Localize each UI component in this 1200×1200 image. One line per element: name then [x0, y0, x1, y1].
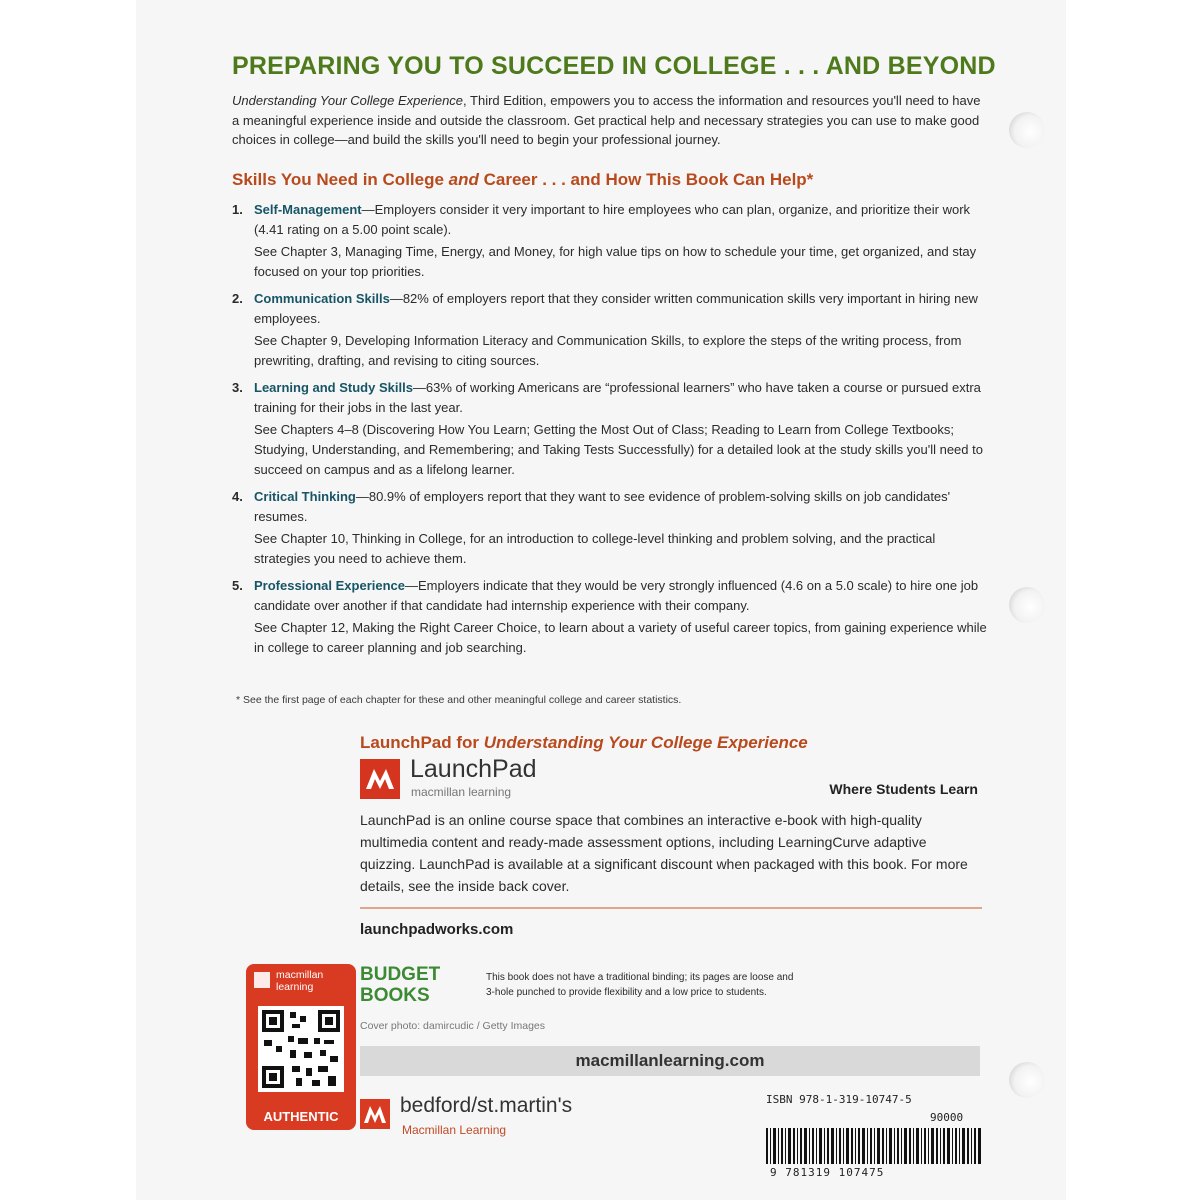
launchpad-title [360, 733, 982, 753]
price-code: 90000 [930, 1111, 964, 1124]
launchpad-logo-sub: macmillan learning [411, 785, 512, 799]
skill-number: 5. [232, 577, 243, 593]
skills-heading-part1: Skills You Need in College [232, 169, 449, 189]
skills-heading [232, 170, 992, 190]
launchpad-title-book: Understanding Your College Experience [483, 733, 808, 752]
publisher-sub: Macmillan Learning [402, 1123, 507, 1137]
skill-text: —63% of working Americans are “professional learners” who have taken a course or pursued extra training for their jobs in the last year. [254, 379, 981, 415]
punch-hole [1009, 1062, 1045, 1098]
skill-chapter-ref: See Chapter 9, Developing Information Literacy and Communication Skills, to explore the steps of the writing process, from prewriting, drafting, and revising to citing sources. [254, 332, 962, 368]
skill-term: Communication Skills [254, 290, 390, 306]
publisher-name: bedford/st.martin's [400, 1094, 573, 1117]
binding-note-line2: 3-hole punched to provide flexibility and a low price to students. [486, 987, 767, 998]
punch-hole [1009, 112, 1045, 148]
launchpad-section [360, 733, 982, 938]
skill-item [232, 378, 992, 480]
qr-code-icon [258, 1006, 344, 1092]
skill-number: 3. [232, 379, 243, 395]
skill-term: Self-Management [254, 201, 362, 217]
divider [360, 907, 982, 909]
skill-term: Critical Thinking [254, 488, 356, 504]
budget-books-logo [360, 964, 472, 1008]
skill-chapter-ref: See Chapter 12, Making the Right Career Choice, to learn about a variety of useful career topics, from gaining experience while in college to career planning and job searching. [254, 619, 987, 655]
headline: PREPARING YOU TO SUCCEED IN COLLEGE . . . AND BEYOND [232, 52, 996, 80]
skill-chapter-ref: See Chapters 4–8 (Discovering How You Learn; Getting the Most Out of Class; Reading to Learn from College Textbooks; Studying, Understanding, and Remembering; and Taking Tests Successfully) for a detailed look at the study skills you'll need to succeed on campus and as a lifelong learner. [254, 421, 983, 477]
skills-heading-emph: and [448, 169, 479, 189]
launchpad-logo-name: LaunchPad [410, 755, 537, 783]
cover-photo-credit: Cover photo: damircudic / Getty Images [360, 1020, 545, 1032]
macmillan-m-icon [360, 759, 400, 799]
skill-number: 4. [232, 488, 243, 504]
authentic-brand-line2: learning [276, 981, 314, 993]
site-url: macmillanlearning.com [575, 1051, 765, 1070]
skills-heading-part2: Career . . . and How This Book Can Help* [478, 169, 814, 189]
skill-item [232, 487, 992, 569]
isbn: ISBN 978-1-319-10747-5 [766, 1093, 912, 1106]
intro-paragraph [232, 91, 987, 150]
skill-text: —80.9% of employers report that they want to see evidence of problem-solving skills on job candidates' resumes. [254, 488, 951, 524]
launchpad-url: launchpadworks.com [360, 921, 514, 938]
authentic-label: AUTHENTIC [263, 1109, 339, 1124]
launchpad-tagline: Where Students Learn [829, 781, 978, 797]
skill-text: —Employers indicate that they would be very strongly influenced (4.6 on a 5.0 scale) to hire one job candidate over another if that candidate had internship experience with their company. [254, 577, 979, 613]
binding-note-line1: This book does not have a traditional binding; its pages are loose and [486, 972, 794, 983]
launchpad-description: LaunchPad is an online course space that combines an interactive e-book with high-quality multimedia content and ready-made assessment options, including LearningCurve adaptive quizzing. LaunchPad is available at a significant discount when packaged with this book. For more details, see the inside back cover. [360, 812, 968, 894]
budget-books-line2: BOOKS [360, 985, 430, 1006]
skill-text: —Employers consider it very important to hire employees who can plan, organize, and prioritize their work (4.41 rating on a 5.00 point scale). [254, 201, 971, 237]
skill-term: Professional Experience [254, 577, 406, 593]
skill-term: Learning and Study Skills [254, 379, 413, 395]
launchpad-title-prefix: LaunchPad for [360, 733, 484, 752]
intro-text: , Third Edition, empowers you to access the information and resources you'll need to have a meaningful experience inside and outside the classroom. Get practical help and necessary strategies you can use to make good choices in college—and build the skills you'll need to begin your professional journey. [232, 93, 981, 147]
barcode-icon [766, 1128, 982, 1164]
skills-list [232, 200, 992, 658]
site-url-bar [360, 1046, 980, 1076]
binding-note [486, 970, 793, 1000]
footnote: * See the first page of each chapter for these and other meaningful college and career statistics. [236, 694, 682, 706]
budget-books-line1: BUDGET [360, 964, 441, 985]
skill-chapter-ref: See Chapter 10, Thinking in College, for an introduction to college-level thinking and problem solving, and the practical strategies you need to achieve them. [254, 530, 936, 566]
skill-chapter-ref: See Chapter 3, Managing Time, Energy, and Money, for high value tips on how to schedule your time, get organized, and stay focused on your top priorities. [254, 243, 977, 279]
skill-text: —82% of employers report that they consider written communication skills very important in hiring new employees. [254, 290, 978, 326]
authentic-sticker [246, 964, 356, 1130]
intro-book-title: Understanding Your College Experience [232, 93, 464, 108]
skill-item [232, 289, 992, 371]
skill-item [232, 200, 992, 282]
skill-item [232, 576, 992, 658]
main-content [232, 52, 996, 665]
barcode-number: 9 781319 107475 [770, 1166, 885, 1179]
macmillan-m-icon [360, 1099, 390, 1129]
punch-hole [1009, 587, 1045, 623]
skill-number: 1. [232, 201, 243, 217]
launchpad-logo [360, 755, 982, 807]
skill-number: 2. [232, 290, 243, 306]
macmillan-m-icon [254, 972, 270, 988]
authentic-brand [276, 969, 323, 993]
authentic-brand-line1: macmillan [276, 969, 324, 981]
